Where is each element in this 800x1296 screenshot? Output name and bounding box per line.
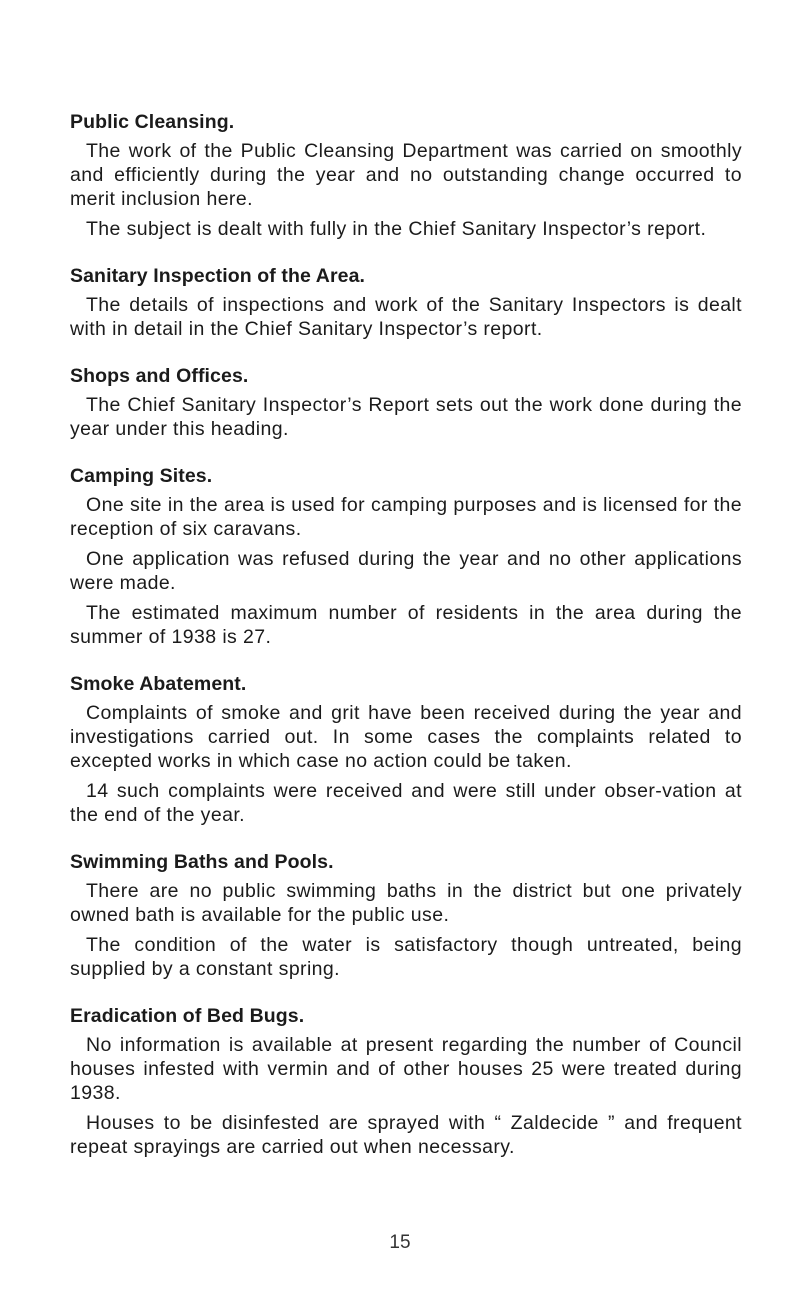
paragraph: The condition of the water is satisfactory though untreated, being supplied by a constant spring. [70,934,742,980]
section-smoke-abatement [70,670,742,827]
paragraph: One site in the area is used for camping purposes and is licensed for the reception of six caravans. [70,494,742,540]
paragraph: The work of the Public Cleansing Department was carried on smoothly and efficiently during the year and no outstanding change occurred to merit inclusion here. [70,140,742,210]
paragraph: The estimated maximum number of residents in the area during the summer of 1938 is 27. [70,602,742,648]
section-heading: Sanitary Inspection of the Area. [70,265,366,287]
document-page [70,108,742,1180]
paragraph: The details of inspections and work of the Sanitary Inspectors is dealt with in detail in the Chief Sanitary Inspector’s report. [70,294,742,340]
paragraph: No information is available at present regarding the number of Council houses infested with vermin and of other houses 25 were treated during 1938. [70,1034,742,1104]
section-heading: Shops and Offices. [70,365,249,387]
paragraph: There are no public swimming baths in the district but one privately owned bath is available for the public use. [70,880,742,926]
paragraph: Complaints of smoke and grit have been received during the year and investigations carried out. In some cases the complaints related to excepted works in which case no action could be taken. [70,702,742,772]
paragraph: Houses to be disinfested are sprayed with “ Zaldecide ” and frequent repeat sprayings are carried out when necessary. [70,1112,742,1158]
page-number: 15 [389,1232,411,1253]
paragraph: The Chief Sanitary Inspector’s Report sets out the work done during the year under this heading. [70,394,742,440]
section-public-cleansing [70,108,742,241]
paragraph: One application was refused during the year and no other applications were made. [70,548,742,594]
section-heading: Smoke Abatement. [70,673,247,695]
section-shops-and-offices [70,362,742,441]
section-camping-sites [70,462,742,649]
section-heading: Eradication of Bed Bugs. [70,1005,305,1027]
section-swimming-baths [70,848,742,981]
section-bed-bugs [70,1002,742,1159]
paragraph: 14 such complaints were received and were still under obser-vation at the end of the year. [70,780,742,826]
section-heading: Camping Sites. [70,465,213,487]
section-sanitary-inspection [70,262,742,341]
section-heading: Public Cleansing. [70,111,235,133]
paragraph: The subject is dealt with fully in the Chief Sanitary Inspector’s report. [86,218,707,240]
section-heading: Swimming Baths and Pools. [70,851,334,873]
